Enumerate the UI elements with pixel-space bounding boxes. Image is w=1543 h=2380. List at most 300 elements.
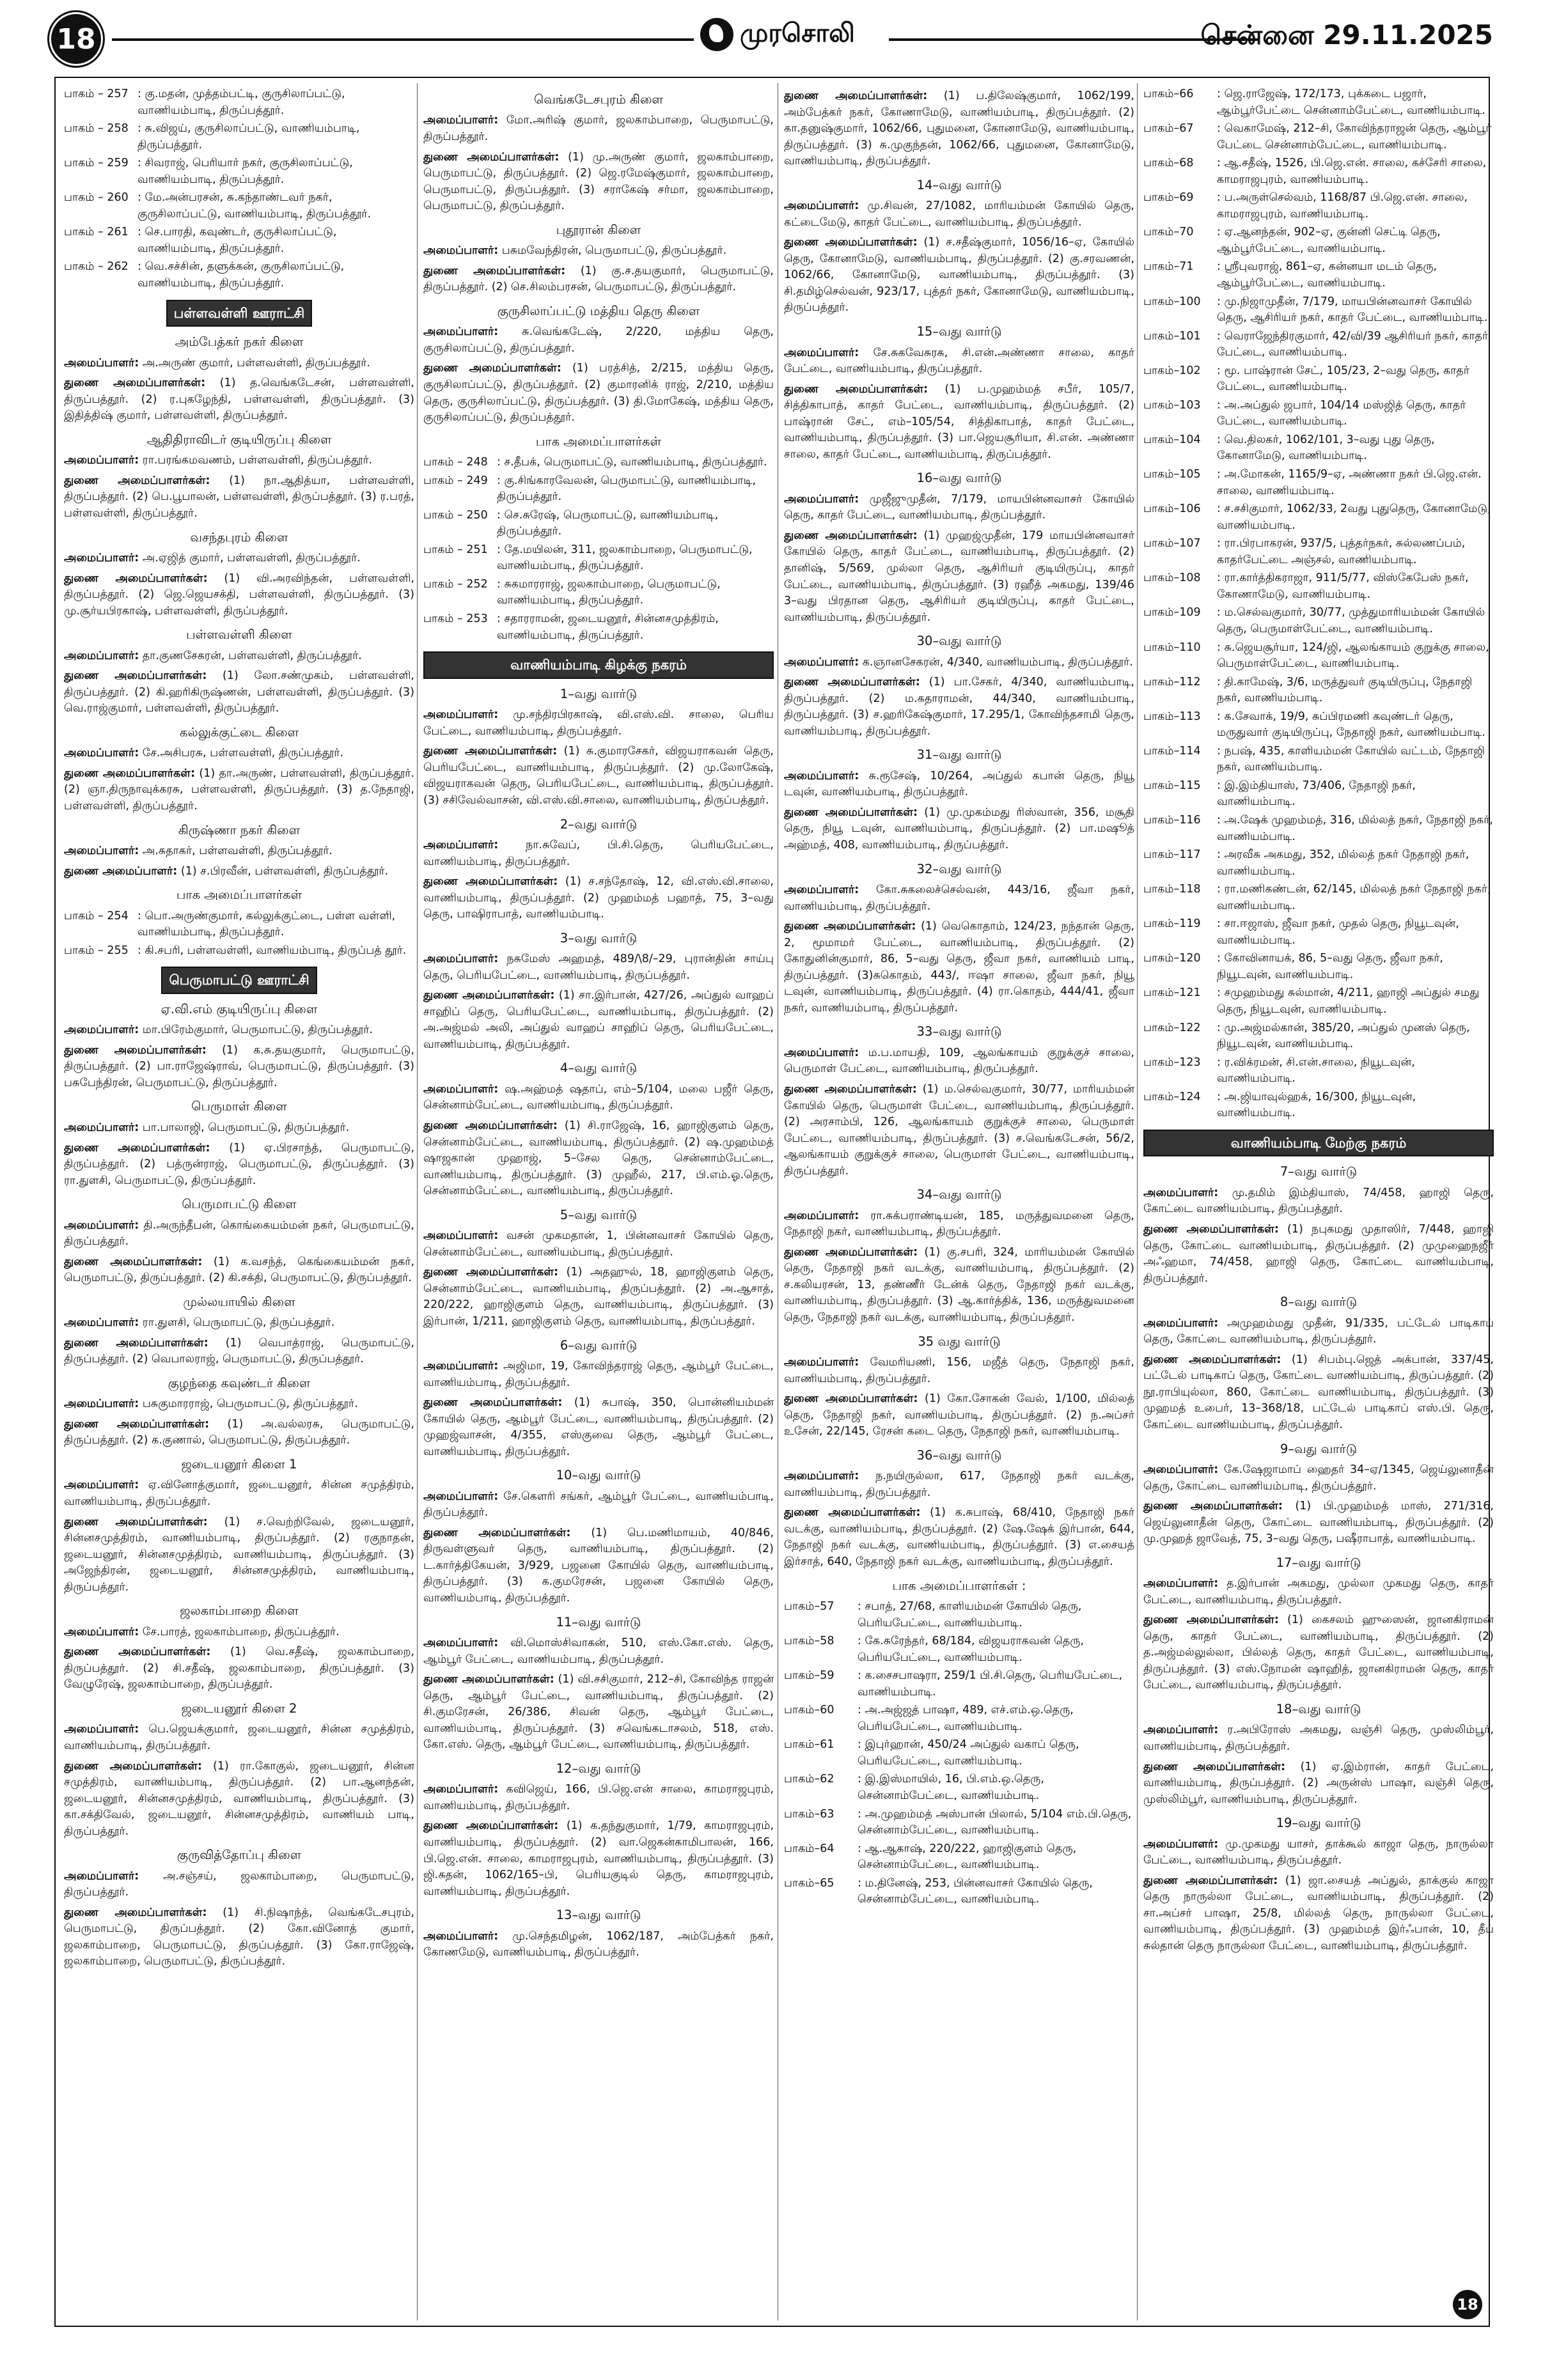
booth-entry: [1143, 813, 1494, 845]
appointee-details: (1) வெ.சதீஷ், ஜலகாம்பாறை, திருப்பத்தூர். (2) சி.சதீஷ், ஜலகாம்பாறை, திருப்பத்தூர். (3) வேழுரேஷ், ஜலகாம்பாறை, திருப்பத்தூர்.: [64, 1645, 414, 1692]
booth-number: பாகம் – 261: [64, 226, 129, 239]
role-label: துணை அமைப்பாளர்கள்:: [423, 264, 566, 277]
booth-details: : இபுர்ஹான், 450/24 அப்துல் வகாப் தெரு, பெரியபேட்டை, வாணியம்பாடி.: [858, 1738, 1079, 1768]
appointee-details: (1) த.வெங்கடேசன், பள்ளவள்ளி, திருப்பத்தூர். (2) ர.புகழேந்தி, பள்ளவள்ளி, திருப்பத்தூர். (3) இதித்திஷ் குமார், பள்ளவள்ளி, திருப்பத்தூர்.: [64, 377, 414, 423]
booth-details: : தி.காமேஷ், 3/6, மருத்துவர் குடியிருப்பு, நேதாஜி நகர், வாணியம்பாடி.: [1217, 675, 1473, 705]
appointee-details: (1) ப.திலேஷ்குமார், 1062/199, அம்பேத்கர் நகர், கோணாமேடு, வாணியம்பாடி, திருப்பத்தூர். (2) கா.தனுஷ்குமார், 1062/66, புதுமனை, கோனாமேடு, வாணியம்பாடி, திருப்பத்தூர். (3) சு.முகுந்தன், 1062/66, புதுமனை, கோனாமேடு, வாணியம்பாடி, திருப்பத்தூர்.: [784, 89, 1134, 168]
role-label: அமைப்பாளர்:: [64, 454, 139, 467]
booth-number: பாகம்–112: [1143, 675, 1201, 688]
branch-heading: 31–வது வார்டு: [916, 747, 1002, 763]
branch-heading: 35 வது வார்டு: [918, 1334, 1001, 1349]
appointment-paragraph: [64, 1218, 414, 1250]
role-label: துணை அமைப்பாளர்கள்:: [784, 805, 918, 819]
role-label: துணை அமைப்பாளர்கள்:: [64, 1515, 208, 1528]
branch-heading: 17–வது வார்டு: [1276, 1555, 1361, 1570]
column-4: [1143, 84, 1494, 2315]
role-label: துணை அமைப்பாளர்கள்:: [784, 920, 916, 933]
role-label: அமைப்பாளர்:: [64, 1723, 139, 1736]
booth-details: : சிவராஜ், பெரியார் நகர், குருசிலாப்பட்டு, வாணியம்பாடி, திருப்பத்தூர்.: [137, 157, 353, 186]
booth-details: : ச.தீபக், பெருமாபட்டு, வாணியம்பாடி, திருப்பத்தூர்.: [497, 456, 767, 469]
appointment-paragraph: [784, 382, 1134, 463]
booth-details: : ச.சசிகுமார், 1062/33, 2வது புதுதெரு, கோனாமேடு, வாணியம்பாடி.: [1217, 502, 1491, 532]
role-label: துணை அமைப்பாளர்கள்:: [64, 1336, 208, 1349]
booth-details: : ரா.கார்த்திகராஜா, 911/5/77, விஸ்கேபேஸ் நகர், கோணாமேடு, வாணியம்பாடி.: [1217, 572, 1469, 601]
branch-heading: 16–வது வார்டு: [916, 471, 1002, 486]
booth-number: பாகம் – 250: [423, 508, 488, 522]
booth-details: : ஏ.ஆனந்தன், 902–ஏ, குன்னி செட்டி தெரு, ஆம்பூர்பேட்டை, வாணியம்பாடி.: [1217, 226, 1441, 255]
branch-heading: 6–வது வார்டு: [560, 1337, 638, 1353]
role-label: துணை அமைப்பாளர்கள்:: [423, 1673, 554, 1686]
appointment-paragraph: [1143, 1222, 1494, 1287]
role-label: துணை அமைப்பாளர்கள்:: [1143, 1760, 1286, 1773]
appointment-paragraph: [64, 1869, 414, 1901]
appointment-paragraph: [64, 375, 414, 424]
appointee-details: (1) ரா.கோகுல், ஜடையனூர், சின்ன சமுத்திரம், வாணியம்பாடி, திருப்பத்தூர். (2) பா.ஆனந்தன், ஜடையனூர், சின்னசமுத்திரம், வாணியம்பாடி, திருப்பத்தூர். (3) கா.சக்திவேல், ஜடையனூர், சின்னசமுத்திரம், வாணியம் பாடி, திருப்பத்தூர்.: [64, 1759, 414, 1838]
appointee-details: (1) க.சுபாஷ், 68/410, நேதாஜி நகர் வடக்கு, வாணியம்பாடி, திருப்பத்தூர். (2) ஷே.ஷேக் இர்பான், 644, நேதாஜி நகர் வடக்கு, வாணியம்பாடி, திருப்பத்தூர். (3) எ.சையத் இர்சாத், 640, நேதாஜி நகர் வடக்கு, வாணியம்பாடி, திருப்பத்தூர்.: [784, 1506, 1134, 1568]
role-label: துணை அமைப்பாளர்கள்:: [423, 745, 558, 758]
booth-details: : ம.தினேஷ், 253, பின்னவாசர் கோயில் தெரு, சென்னாம்பேட்டை, வாணியம்பாடி.: [858, 1876, 1093, 1906]
section-banner: பள்ளவள்ளி ஊராட்சி: [166, 300, 313, 327]
booth-details: : ர.விக்ரமன், சி.என்.சாலை, நியூடவுன், வாணியம்பாடி.: [1217, 1055, 1415, 1085]
appointment-paragraph: [423, 1264, 774, 1330]
appointee-details: அ.சஞ்சய், ஜலகாம்பாறை, பெருமாபட்டு, திருப்பத்தூர்.: [64, 1869, 414, 1899]
appointee-details: பா.பாலாஜி, பெருமாபட்டு, திருப்பத்தூர்.: [139, 1121, 350, 1134]
role-label: அமைப்பாளர்:: [784, 1046, 859, 1059]
branch-heading: 9–வது வார்டு: [1280, 1441, 1358, 1456]
role-label: துணை அமைப்பாளர்கள்:: [1143, 1353, 1281, 1366]
booth-details: : வெ.திலகர், 1062/101, 3–வது புது தெரு, கோனாமேடு, வாணியம்பாடி.: [1217, 433, 1435, 463]
role-label: துணை அமைப்பாளர்கள்:: [423, 1266, 559, 1279]
appointment-paragraph: [1143, 1352, 1494, 1434]
appointment-paragraph: [423, 1672, 774, 1754]
appointee-details: (1) பெ.மணிமாயம், 40/846, திருவள்ளுவர் தெரு, வாணியம்பாடி, திருப்பத்தூர். (2) ட.கார்த்திகேயன், 3/929, பஜனை கோயில் தெரு, வாணியம்பாடி, திருப்பத்தூர். (3) க.குமரேசன், பஜனை கோயில் தெரு, வாணியம்பாடி, திருப்பத்தூர்.: [423, 1526, 774, 1605]
branch-heading: ஜடையனூர் கிளை 1: [181, 1457, 297, 1472]
booth-number: பாகம்–120: [1143, 952, 1201, 965]
paper-brand: [700, 18, 855, 51]
rising-sun-logo-icon: [700, 18, 733, 51]
appointment-paragraph: [64, 1335, 414, 1368]
booth-number: பாகம் – 248: [423, 456, 488, 469]
appointee-details: மு.முகமது யாசர், தாக்கூல் காஜா தெரு, நாருல்லா பேட்டை, வாணியம்பாடி, திருப்பத்தூர்.: [1143, 1837, 1494, 1867]
appointment-paragraph: [423, 1228, 774, 1261]
booth-number: பாகம் – 258: [64, 122, 129, 136]
booth-details: : ஸ்ரீபுவராஜ், 861–ஏ, கன்னயா மடம் தெரு, ஆம்பூர்பேட்டை, வாணியம்பாடி.: [1217, 260, 1437, 290]
role-label: அமைப்பாளர்:: [64, 1397, 139, 1411]
appointment-paragraph: [784, 1045, 1134, 1078]
appointment-paragraph: [64, 571, 414, 620]
branch-heading: 8–வது வார்டு: [1280, 1295, 1358, 1310]
booth-number: பாகம்–108: [1143, 572, 1201, 585]
appointee-details: ரா.பரங்கமவணம், பள்ளவள்ளி, திருப்பத்தூர்.: [139, 454, 373, 467]
booth-number: பாகம் – 252: [423, 577, 488, 591]
section-banner: வாணியம்பாடி கிழக்கு நகரம்: [423, 651, 774, 679]
booth-number: பாகம்–105: [1143, 468, 1201, 481]
appointee-details: ரா.துளசி, பெருமாபட்டு, திருப்பத்தூர்.: [139, 1316, 335, 1330]
booth-number: பாகம்–63: [784, 1807, 834, 1821]
appointment-paragraph: [423, 324, 774, 357]
appointment-paragraph: [64, 453, 414, 469]
booth-details: : ஜெ.ராஜேஷ், 172/173, புக்கடை பஜார், ஆம்பூர்பேட்டை சென்னாம்பேட்டை, வாணியம்பாடி.: [1217, 88, 1485, 117]
role-label: துணை அமைப்பாளர்கள்:: [64, 474, 210, 487]
booth-entry: [1143, 570, 1494, 603]
booth-details: : ப.அருள்செல்வம், 1168/87 பி.ஜெ.என். சாலை, காமராஜபுரம், வாணியம்பாடி.: [1217, 191, 1468, 221]
booth-entry: [1143, 294, 1494, 327]
appointee-details: ந.நயிருல்லா, 617, நேதாஜி நகர் வடக்கு, வாணியம்பாடி, திருப்பத்தூர்.: [784, 1470, 1134, 1499]
appointee-details: அஜிமா, 19, கோவிந்தராஜ் தெரு, ஆம்பூர் பேட்டை, வாணியம்பாடி, திருப்பத்தூர்.: [423, 1359, 774, 1389]
appointee-details: கோ.சுகலைச்செல்வன், 443/16, ஜீவா நகர், வாணியம்பாடி, திருப்பத்தூர்.: [784, 883, 1134, 913]
appointee-details: பசுமவேந்திரன், பெருமாபட்டு, திருப்பத்தூர்.: [498, 244, 727, 258]
role-label: அமைப்பாளர்:: [64, 1316, 139, 1330]
booth-number: பாகம்–113: [1143, 710, 1201, 723]
appointment-paragraph: [784, 1355, 1134, 1387]
role-label: அமைப்பாளர்:: [1143, 1577, 1219, 1591]
appointment-paragraph: [423, 1489, 774, 1521]
appointee-details: (1) சா.இர்பான், 427/26, அப்துல் வாஹப் சாஹிப் தெரு, பெரியபேட்டை, வாணியம்பாடி, திருப்பத்தூர். (2) அ.அஜ்மல் அலி, அப்துல் வாஹப் சாஹிப் தெரு, பெரியபேட்டை, வாணியம்பாடி, திருப்பத்தூர்.: [423, 989, 774, 1051]
booth-details: : நபஷ், 435, காளியம்மன் கோயில் வட்டம், நேதாஜி நகர், வாணியம்பாடி.: [1217, 744, 1485, 774]
appointee-details: (1) லோ.சண்முகம், பள்ளவள்ளி, திருப்பத்தூர். (2) கி.ஹரிகிருஷ்ணன், பள்ளவள்ளி, திருப்பத்தூர். (3) வெ.ராஜ்குமார், பள்ளவள்ளி, திருப்பத்தூர்.: [64, 669, 414, 715]
branch-heading: 34–வது வார்டு: [916, 1187, 1002, 1202]
role-label: துணை அமைப்பாளர்கள்:: [1143, 1614, 1279, 1627]
booth-number: பாகம்–124: [1143, 1090, 1201, 1103]
appointee-details: (1) ச.வெற்றிவேல், ஜடையனூர், சின்னசமுத்திரம், வாணியம்பாடி, திருப்பத்தூர். (2) ரகுநாதன், ஜடையனூர், சின்னசமுத்திரம், வாணியம்பாடி, திருப்பத்தூர். (3) அஜேந்திரன், ஜடையனூர், சின்னசமுத்திரம், வாணியம்பாடி, திருப்பத்தூர்.: [64, 1515, 414, 1594]
booth-details: : க.சைசபாஷரா, 259/1 பி.சி.தெரு, பெரியபேட்டை, வாணியம்பாடி.: [858, 1669, 1123, 1699]
appointee-details: ரா.சுக்பராண்டியன், 185, மருத்துவமனை தெரு, நேதாஜி நகர், வாணியம்பாடி, திருப்பத்தூர்.: [784, 1209, 1134, 1239]
booth-number: பாகம் – 253: [423, 612, 488, 625]
booth-details: : ரா.பிரபாகரன், 937/5, புத்தர்நகர், சுல்லணப்பம், காதர்பேட்டை அஞ்சல், வாணியம்பாடி.: [1217, 537, 1466, 566]
role-label: துணை அமைப்பாளர்கள்:: [64, 572, 208, 585]
role-label: துணை அமைப்பாளர்கள்:: [64, 1417, 210, 1431]
booth-entry: [1143, 224, 1494, 257]
appointee-details: சு.வெங்கடேஷ், 2/220, மத்திய தெரு, குருசிலாப்பட்டு, திருப்பத்தூர்.: [423, 325, 774, 355]
appointment-paragraph: [423, 1358, 774, 1391]
booth-entry: [64, 86, 414, 119]
role-label: துணை அமைப்பாளர்:: [64, 864, 178, 878]
booth-number: பாகம்–62: [784, 1773, 834, 1786]
booth-entry: [1143, 743, 1494, 776]
booth-details: : செ.பாரதி, கவுண்டர், குருசிலாப்பட்டு, வாணியம்பாடி, திருப்பத்தூர்.: [137, 226, 337, 255]
booth-details: : சதாரராமன், ஜடையனூர், சின்னசமுத்திரம், வாணியம்பாடி, திருப்பத்தூர்.: [497, 612, 719, 642]
appointment-paragraph: [64, 1722, 414, 1754]
booth-details: : அ.மோகன், 1165/9–ஏ, அண்ணா நகர் பி.ஜெ.என். சாலை, வாணியம்பாடி.: [1217, 468, 1482, 497]
role-label: அமைப்பாளர்:: [423, 1489, 499, 1503]
role-label: துணை அமைப்பாளர்கள்:: [423, 1526, 571, 1539]
appointment-paragraph: [423, 1082, 774, 1114]
appointee-details: (1) முஹஜ்முதீன், 179 மாயபின்னவாசர் கோயில் தெரு, காதர் பேட்டை, வாணியம்பாடி, திருப்பத்தூர். (2) தானிஷ், 5/569, முல்லா தெரு, ஆசிரியர் குடியிருப்பு, காதர் பேட்டை, வாணியம்பாடி, திருப்பத்தூர். (3) ரஹீத் அகமது, 139/46 3–வது பிரதான தெரு, ஆசிரியர் குடியிருப்பு, காதர் பேட்டை, வாணியம்பாடி, திருப்பத்தூர்.: [784, 529, 1134, 624]
appointee-details: நா.சுவேப், பி.சி.தெரு, பெரியபேட்டை, வாணியம்பாடி, திருப்பத்தூர்.: [423, 838, 774, 868]
appointee-details: அ.ஏஜித் குமார், பள்ளவள்ளி, திருப்பத்தூர்.: [139, 552, 361, 564]
role-label: அமைப்பாளர்:: [784, 1356, 859, 1369]
appointee-details: முஜீஜுமுதீன், 7/179, மாயபின்னவாசர் கோயில் தெரு, காதர் பேட்டை, வாணியம்பாடி, திருப்பத்தூர்.: [784, 492, 1134, 522]
appointment-paragraph: [423, 707, 774, 740]
appointee-details: க.ஞானசேகரன், 4/340, வாணியம்பாடி, திருப்பத்தூர்.: [859, 655, 1133, 669]
appointee-details: மு.தமிம் இம்தியாஸ், 74/458, ஹாஜி தெரு, கோட்டை வாணியம்பாடி, திருப்பத்தூர்.: [1143, 1186, 1494, 1216]
role-label: அமைப்பாளர்:: [423, 325, 499, 339]
booth-number: பாகம் – 249: [423, 474, 488, 487]
booth-details: : இ.இம்தியாஸ், 73/406, நேதாஜி நகர், வாணியம்பாடி.: [1217, 779, 1416, 809]
appointee-details: (1) சி.நிஷாந்த், வெங்கடேசபுரம், பெருமாபட்டு, திருப்பத்தூர். (2) கோ.வினோத் குமார், ஜலகாம்பாறை, பெருமாபட்டு, திருப்பத்தூர். (3) கோ.ராஜேஷ், ஜலகாம்பாறை, பெருமாபட்டு, திருப்பத்தூர்.: [64, 1906, 414, 1968]
booth-entry: [423, 455, 774, 471]
column-divider: [1137, 83, 1138, 2321]
booth-details: : கி.சபரி, பள்ளவள்ளி, வாணியம்பாடி, திருப்பத் தூர்.: [137, 944, 407, 957]
appointee-details: (1) பரத்சித், 2/215, மத்திய தெரு, குருசிலாப்பட்டு, திருப்பத்தூர். (2) குமாரனிக் ராஜ், 2/210, மத்திய தெரு, குருசிலாப்பட்டு, திருப்பத்தூர். (3) தி.மோகேஷ், மத்திய தெரு, குருசிலாப்பட்டு, திருப்பத்தூர்.: [423, 362, 774, 424]
appointee-details: (1) அதஹுல், 18, ஹாஜிகுளம் தெரு, சென்னாம்பேட்டை, வாணியம்பாடி, திருப்பத்தூர். (2) அ.ஆசாத், 220/222, ஹாஜிகுளம் தெரு, வாணியம்பாடி, திருப்பத்தூர். (3) இர்பான், 1/211, ஹாஜிகுளம் தெரு, வாணியம்பாடி, திருப்பத்தூர்.: [423, 1266, 774, 1328]
booth-number: பாகம்–110: [1143, 641, 1201, 654]
booth-number: பாகம்–104: [1143, 433, 1201, 446]
branch-heading: 7–வது வார்டு: [1280, 1164, 1358, 1179]
branch-heading: 2–வது வார்டு: [560, 816, 638, 832]
appointment-paragraph: [784, 1208, 1134, 1241]
booth-details: : கே.சுரேந்தர், 68/184, விஜயராகவன் தெரு, பெரியபேட்டை, வாணியம்பாடி.: [858, 1635, 1085, 1664]
role-label: அமைப்பாளர்:: [423, 838, 499, 852]
branch-heading: வசந்தபுரம் கிளை: [190, 529, 288, 545]
appointment-paragraph: [1143, 1462, 1494, 1495]
branch-heading: 1–வது வார்டு: [560, 686, 638, 701]
appointee-details: ர.அபிரோஸ் அகமது, வஞ்சி தெரு, முஸ்லிம்பூர், வாணியம்பாடி, திருப்பத்தூர்.: [1143, 1723, 1494, 1754]
booth-number: பாகம்–118: [1143, 883, 1201, 896]
booth-number: பாகம்–64: [784, 1842, 834, 1855]
appointee-details: (1) நபுகமது முதாஸிர், 7/448, ஹாஜி தெரு, கோட்டை வாணியம்பாடி, திருப்பத்தூர். (2) முமுஹைநஜீர் அஃஹமா, 74/458, ஹாஜி தெரு, கோட்டை வாணியம்பாடி, திருப்பத்தூர்.: [1143, 1223, 1494, 1285]
booth-entry: [1143, 951, 1494, 983]
appointment-paragraph: [423, 837, 774, 870]
booth-number: பாகம்–70: [1143, 226, 1194, 239]
booth-number: பாகம்–71: [1143, 260, 1194, 274]
appointee-details: சு.ரூசேஷ், 10/264, அப்துல் கபான் தெரு, நியூ டவுன், வாணியம்பாடி, திருப்பத்தூர்.: [784, 769, 1134, 799]
booth-number: பாகம்–67: [1143, 122, 1194, 136]
appointee-details: (1) க.சு.தயகுமார், பெருமாபட்டு, திருப்பத்தூர். (2) பா.ராஜேஷ்ராவ், பெருமாபட்டு, திருப்பத்தூர். (3) பசுபேந்திரன், பெருமாபட்டு, திருப்பத்தூர்.: [64, 1043, 414, 1089]
branch-heading: 4–வது வார்டு: [560, 1061, 638, 1076]
branch-heading: 36–வது வார்டு: [916, 1447, 1002, 1463]
role-label: அமைப்பாளர்:: [64, 356, 139, 369]
booth-entry: [1143, 985, 1494, 1018]
booth-entry: [784, 1599, 1134, 1631]
booth-entry: [64, 943, 414, 960]
booth-number: பாகம் – 262: [64, 260, 129, 274]
booth-entry: [64, 155, 414, 188]
booth-number: பாகம்–106: [1143, 502, 1201, 516]
appointment-paragraph: [64, 1140, 414, 1190]
appointment-paragraph: [423, 1525, 774, 1607]
appointee-details: (1) க.வசந்த், கெங்கையம்மன் நகர், பெருமாபட்டு, திருப்பத்தூர். (2) கி.சக்தி, பெருமாபட்டு, திருப்பத்தூர்.: [64, 1255, 414, 1285]
booth-details: : ரா.மணிகண்டன், 62/145, மில்லத் நகர் நேதாஜி நகர், வாணியம்பாடி.: [1217, 883, 1491, 912]
role-label: அமைப்பாளர்:: [64, 1218, 139, 1232]
appointee-details: (1) ஏ.பிரசாந்த், பெருமாபட்டு, திருப்பத்தூர். (2) பத்ருன்ராஜ், பெருமாபட்டு, திருப்பத்தூர். (3) ரா.துளசி, பெருமாபட்டு, திருப்பத்தூர்.: [64, 1141, 414, 1187]
appointee-details: அ.சுதாகர், பள்ளவள்ளி, திருப்பத்தூர்.: [139, 844, 333, 857]
role-label: அமைப்பாளர்:: [784, 492, 859, 506]
booth-entry: [423, 577, 774, 609]
appointee-details: வசன் முகமதான், 1, பின்னவாசர் கோயில் தெரு, சென்னாம்பேட்டை, வாணியம்பாடி, திருப்பத்தூர்.: [423, 1229, 774, 1259]
booth-number: பாகம்–123: [1143, 1055, 1201, 1069]
booth-entry: [784, 1668, 1134, 1700]
booth-number: பாகம் – 260: [64, 191, 129, 205]
role-label: துணை அமைப்பாளர்கள்:: [64, 377, 206, 390]
appointment-paragraph: [423, 113, 774, 145]
role-label: அமைப்பாளர்:: [784, 883, 859, 897]
appointment-paragraph: [64, 355, 414, 372]
role-label: துணை அமைப்பாளர்கள்:: [423, 1396, 563, 1410]
appointee-details: (1) க.தந்துகுமார், 1/79, காமராஜபுரம், வாணியம்பாடி, திருப்பத்தூர். (2) வா.ஜெகன்காமிபாலன், 166, பி.ஜெ.என். சாலை, காமராஜபுரம், வாணியம்பாடி, திருப்பத்தூர். (3) ஜி.சுதன், 1062/165–பி, பெரியகுடில் தெரு, காமராஜபுரம், வாணியம்பாடி, திருப்பத்தூர்.: [423, 1819, 774, 1898]
appointee-details: (1) ச.சந்தோஷ், 12, வி.எஸ்.வி.சாலை, வாணியம்பாடி, திருப்பத்தூர். (2) முஹம்மத் பஹாத், 75, 3–வது தெரு, பாஷிராபாத், வாணியம்பாடி.: [423, 875, 774, 921]
booth-details: : கு.சிங்காரவேலன், பெருமாபட்டு, வாணியம்பாடி, திருப்பத்தூர்.: [497, 474, 756, 504]
dateline: சென்னை 29.11.2025: [1200, 19, 1493, 51]
branch-heading: பள்ளவள்ளி கிளை: [186, 627, 292, 642]
booth-number: பாகம் – 257: [64, 88, 129, 100]
branch-heading: கல்லுக்குட்டை கிளை: [179, 724, 299, 740]
role-label: அமைப்பாளர்:: [1143, 1316, 1219, 1330]
role-label: அமைப்பாளர்:: [423, 1359, 499, 1373]
booth-entry: [1143, 259, 1494, 292]
role-label: அமைப்பாளர்:: [784, 1470, 859, 1483]
role-label: அமைப்பாளர்:: [1143, 1186, 1219, 1199]
branch-heading: பாக அமைப்பாளர்கள்: [535, 433, 662, 449]
branch-heading: பாக அமைப்பாளர்கள்: [176, 887, 302, 903]
booth-number: பாகம்–122: [1143, 1021, 1201, 1034]
appointee-details: தா.குணசேகரன், பள்ளவள்ளி, திருப்பத்தூர்.: [139, 649, 362, 662]
booth-number: பாகம்–60: [784, 1704, 834, 1717]
role-label: அமைப்பாளர்:: [64, 1023, 139, 1037]
booth-entry: [1143, 709, 1494, 742]
booth-details: : க.சேவாக், 19/9, சுப்பிரமணி கவுண்டர் தெரு, மருதுவார் குடியிருப்பு, நேதாஜி நகர், வாணியம்பாடி.: [1217, 710, 1485, 740]
booth-number: பாகம் – 259: [64, 157, 129, 170]
role-label: துணை அமைப்பாளர்கள்:: [64, 1645, 211, 1659]
booth-details: : ஆ.ஆகாஷ், 220/222, ஹாஜிகுளம் தெரு, சென்னாம்பேட்டை, வாணியம்பாடி.: [858, 1842, 1077, 1872]
column-divider: [417, 83, 418, 2321]
appointment-paragraph: [784, 1391, 1134, 1440]
appointment-paragraph: [1143, 1837, 1494, 1869]
appointee-details: (1) ம.செல்வகுமார், 30/77, மாரியம்மன் கோயில் தெரு, பெருமாள் பேட்டை, வாணியம்பாடி, திருப்பத்தூர். (2) அரசாம்பி, 126, ஆலங்காயம் குறுக்குச் சாலை, பெருமாள் பேட்டை, வாணியம்பாடி, திருப்பத்தூர். (3) ச.வெங்கடேசன், 56/2, ஆலங்காயம் குறுக்குச் சாலை, பெருமாள் பேட்டை, வாணியம்பாடி, திருப்பத்தூர்.: [784, 1082, 1134, 1178]
appointment-paragraph: [64, 1624, 414, 1641]
appointment-paragraph: [784, 1468, 1134, 1501]
role-label: துணை அமைப்பாளர்கள்:: [423, 1119, 558, 1133]
booth-number: பாகம்–68: [1143, 157, 1194, 170]
appointee-details: (1) ப.முஹம்மத் சபீர், 105/7, சித்திகாபாத், காதர் பேட்டை, வாணியம்பாடி, திருப்பத்தூர். (2) பாஷ்ரான் சேட், எம்–105/54, சித்திகாபாத், காதர் பேட்டை, வாணியம்பாடி, திருப்பத்தூர். (3) பா.ஜெயசூரியா, சி.என். அண்ணா சாலை, காதர் பேட்டை, வாணியம்பாடி, திருப்பத்தூர்.: [784, 382, 1134, 461]
branch-heading: ஜலகாம்பாறை கிளை: [180, 1603, 299, 1619]
branch-heading: வெங்கடேசபுரம் கிளை: [533, 92, 664, 107]
booth-entry: [423, 473, 774, 506]
booth-entry: [1143, 1089, 1494, 1122]
role-label: துணை அமைப்பாளர்கள்:: [64, 1141, 210, 1155]
branch-heading: 15–வது வார்டு: [916, 324, 1002, 339]
appointment-paragraph: [64, 648, 414, 665]
branch-heading: 14–வது வார்டு: [916, 177, 1002, 192]
branch-heading: பெருமாபட்டு கிளை: [182, 1197, 297, 1212]
appointment-paragraph: [784, 198, 1134, 231]
appointee-details: (1) சு.குமாரசேகர், விஜயராகவன் தெரு, பெரியபேட்டை, வாணியம்பாடி, திருப்பத்தூர். (2) மு.லோகேஷ், விஜயராகவன் தெரு, பெரியபேட்டை, வாணியம்பாடி, திருப்பத்தூர். (3) சசிவேல்வாசன், வி.எஸ்.வி.சாலை, வாணியம்பாடி, திருப்பத்தூர்.: [423, 745, 774, 807]
appointment-paragraph: [784, 805, 1134, 854]
appointee-details: நசுமேஸ் அஹமத், 489/\8/–29, புரான்தின் சாய்பு தெரு, பெரியபேட்டை, வாணியம்பாடி, திருப்பத்தூர்.: [423, 953, 774, 982]
booth-number: பாகம்–59: [784, 1669, 834, 1683]
booth-details: : மு.நிஜாமுதீன், 7/179, மாயபின்னவாசர் கோயில் தெரு, ஆசிரியர் நகர், காதர் பேட்டை, வாணியம்பாடி.: [1217, 295, 1488, 325]
booth-entry: [1143, 121, 1494, 153]
appointee-details: மா.பிரேம்குமார், பெருமாபட்டு, திருப்பத்தூர்.: [139, 1023, 373, 1037]
booth-details: : வெராஜேந்திரகுமார், 42/வி/39 ஆசிரியர் நகர், காதர் பேட்டை, வாணியம்பாடி.: [1217, 329, 1489, 359]
appointee-details: கவிஜெய், 166, பி.ஜெ.என் சாலை, காமராஜபுரம், வாணியம்பாடி, திருப்பத்தூர்.: [423, 1783, 774, 1812]
booth-number: பாகம்–58: [784, 1635, 834, 1648]
booth-entry: [1143, 605, 1494, 637]
paper-name: முரசொலி: [740, 18, 855, 48]
appointee-details: சே.பாரத், ஜலகாம்பாறை, திருப்பத்தூர்.: [139, 1625, 340, 1638]
booth-details: : சமுஹம்மது சுல்மான், 4/211, ஹாஜி அப்துல் சமது தெரு, நியூடவுன், வாணியம்பாடி.: [1217, 986, 1480, 1016]
booth-details: : கு.மதன், முத்தம்பட்டி, குருசிலாப்பட்டு, வாணியம்பாடி, திருப்பத்தூர்.: [137, 88, 345, 117]
role-label: துணை அமைப்பாளர்கள்:: [423, 362, 561, 375]
role-label: அமைப்பாளர்:: [64, 649, 139, 662]
booth-number: பாகம்–117: [1143, 848, 1201, 862]
appointment-paragraph: [784, 492, 1134, 524]
branch-heading: 32–வது வார்டு: [916, 861, 1002, 876]
branch-heading: குழந்தை கவுண்டர் கிளை: [168, 1375, 311, 1390]
page-number-badge: 18: [51, 14, 101, 64]
role-label: அமைப்பாளர்:: [423, 953, 499, 966]
booth-entry: [1143, 398, 1494, 430]
booth-entry: [64, 190, 414, 222]
branch-heading: பெருமாள் கிளை: [191, 1099, 287, 1114]
booth-entry: [64, 224, 414, 257]
appointment-paragraph: [423, 1635, 774, 1668]
role-label: அமைப்பாளர்:: [784, 655, 859, 669]
booth-entry: [1143, 1020, 1494, 1053]
booth-entry: [1143, 640, 1494, 673]
booth-entry: [784, 1771, 1134, 1804]
role-label: துணை அமைப்பாளர்கள்:: [1143, 1874, 1278, 1887]
appointee-details: மு.செந்தமிழன், 1062/187, அம்பேத்கர் நகர், கோணமேடு, வாணியம்பாடி, திருப்பத்தூர்.: [423, 1929, 774, 1959]
role-label: துணை அமைப்பாளர்கள்:: [784, 89, 928, 102]
booth-details: : சு.விஜய், குருசிலாப்பட்டு, வாணியம்பாடி, திருப்பத்தூர்.: [137, 122, 360, 152]
booth-number: பாகம்–61: [784, 1738, 834, 1752]
branch-heading: குருசிலாப்பட்டு மத்திய தெரு கிளை: [497, 303, 700, 318]
booth-details: : வெ.சச்சின், தளுக்கன், குருசிலாப்பட்டு, வாணியம்பாடி, திருப்பத்தூர்.: [137, 260, 345, 290]
booth-entry: [1143, 501, 1494, 534]
booth-details: : அ.அப்துல் ஜபார், 104/14 மஸ்ஜித் தெரு, காதர் பேட்டை, வாணியம்பாடி.: [1217, 398, 1466, 428]
branch-heading: 11–வது வார்டு: [556, 1614, 641, 1629]
role-label: அமைப்பாளர்:: [423, 1082, 499, 1096]
appointee-details: ம.ப.மாயதி, 109, ஆலங்காயம் குறுக்குச் சாலை, பெருமாள் பேட்டை, வாணியம்பாடி, திருப்பத்தூர்.: [784, 1046, 1134, 1076]
booth-entry: [784, 1633, 1134, 1666]
appointment-paragraph: [1143, 1316, 1494, 1348]
appointment-paragraph: [423, 1118, 774, 1200]
appointment-paragraph: [1143, 1612, 1494, 1694]
booth-number: பாகம்–103: [1143, 398, 1201, 412]
appointment-paragraph: [64, 745, 414, 762]
appointee-details: ஏ.வினோத்குமார், ஜடையனூர், சின்ன சமுத்திரம், வாணியம்பாடி, திருப்பத்தூர்.: [64, 1479, 414, 1509]
booth-entry: [784, 1841, 1134, 1874]
booth-details: : அ.முஹம்மத் அஸ்பான் பிலால், 5/104 எம்.பி.தெரு, சென்னாம்பேட்டை, வாணியம்பாடி.: [858, 1807, 1132, 1837]
appointee-details: அ.அருண் குமார், பள்ளவள்ளி, திருப்பத்தூர்.: [139, 356, 370, 369]
appointee-details: (1) சிபம்பு.ஜெத் அக்பான், 337/45, பட்டேல் பாடிகாப் தெரு, கோட்டை வாணியம்பாடி, திருப்பத்தூர். (2) நூ.ராபியுல்லா, 860, கோட்டை வாணியம்பாடி, திருப்பத்தூர். (3) முஹமத் உபைர், 13–368/18, பட்டேல் பாடிகாப் எஸ்.பி. தெரு, கோட்டை வாணியம்பாடி, திருப்பத்தூர்.: [1143, 1353, 1494, 1431]
booth-number: பாகம் – 255: [64, 944, 129, 957]
appointee-details: வி.மொஸ்சிவாகன், 510, எஸ்.கோ.எஸ். தெரு, ஆம்பூர் பேட்டை, வாணியம்பாடி, திருப்பத்தூர்.: [423, 1637, 774, 1666]
booth-entry: [784, 1702, 1134, 1735]
role-label: அமைப்பாளர்:: [64, 1479, 139, 1492]
booth-details: : தே.மயிலன், 311, ஜலகாம்பாறை, பெருமாபட்டு, வாணியம்பாடி, திருப்பத்தூர்.: [497, 543, 753, 573]
booth-details: : அ.அஜ்ஜத் பாஷா, 489, எச்.எம்.ஒ.தெரு, பெரியபேட்டை, வாணியம்பாடி.: [858, 1704, 1074, 1733]
appointee-details: (1) ஜா.சையத் அப்துல், தாக்குல் காஜா தெரு நாருல்லா பேட்டை, வாணியம்பாடி, திருப்பத்தூர். (2) சா.அப்சர் பாஷா, 25/8, மில்லத் தெரு, நாருல்லா பேட்டை, வாணியம்பாடி, திருப்பத்தூர். (3) முஹம்மத் இர்ஃபான், 10, தீப் சுல்தான் தெரு நாருல்லா பேட்டை, வாணியம்பாடி, திருப்பத்தூர்.: [1143, 1874, 1494, 1952]
booth-details: : சா.ஈஜாஸ், ஜீவா நகர், முதல் தெரு, நியூடவுன், வாணியம்பாடி.: [1217, 917, 1459, 947]
branch-heading: 10–வது வார்டு: [556, 1468, 641, 1483]
branch-heading: ஆதிதிராவிடர் குடியிருப்பு கிளை: [146, 432, 332, 447]
appointment-paragraph: [423, 1929, 774, 1961]
booth-number: பாகம்–115: [1143, 779, 1201, 792]
column-1: [64, 84, 414, 2315]
booth-number: பாகம்–57: [784, 1599, 834, 1613]
branch-heading: 3–வது வார்டு: [560, 930, 638, 945]
appointment-paragraph: [1143, 1185, 1494, 1218]
booth-entry: [1143, 847, 1494, 880]
role-label: அமைப்பாளர்:: [423, 708, 499, 722]
role-label: துணை அமைப்பாளர்கள்:: [784, 529, 918, 542]
appointee-details: (1) வெபாத்ராஜ், பெருமாபட்டு, திருப்பத்தூர். (2) வெபாலராஜ், பெருமாபட்டு, திருப்பத்தூர்.: [64, 1336, 414, 1366]
booth-number: பாகம் – 254: [64, 909, 129, 922]
appointee-details: சே.சுகவேசுரசு, சி.என்.அண்ணா சாலை, காதர் பேட்டை, வாணியம்பாடி, திருப்பத்தூர்.: [784, 346, 1134, 376]
appointment-paragraph: [423, 243, 774, 260]
